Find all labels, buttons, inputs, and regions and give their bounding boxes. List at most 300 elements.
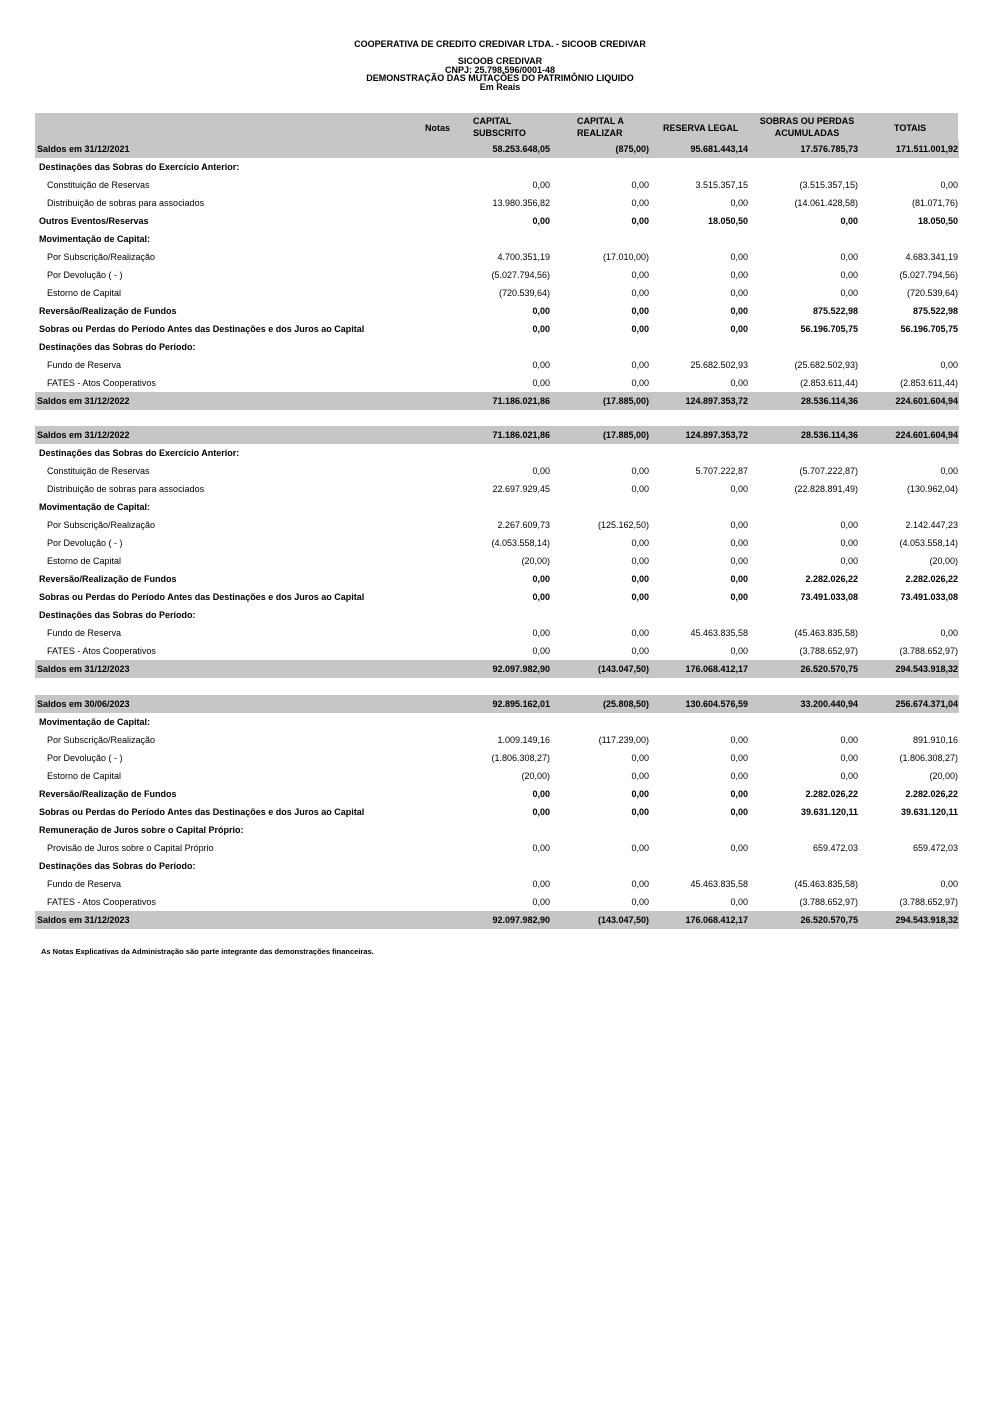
cell-sobras-perdas: 28.536.114,36: [748, 426, 858, 444]
cell-notas: [421, 695, 451, 713]
cell-reserva-legal: 0,00: [730, 288, 748, 298]
row-label: Sobras ou Perdas do Período Antes das Destinações e dos Juros ao Capital: [39, 807, 365, 817]
cell-capital-subscrito: (5.027.794,56): [491, 270, 550, 280]
statement-block-2022: [35, 140, 959, 410]
cell-totais: [858, 338, 959, 356]
cell-capital-realizar: [550, 158, 649, 176]
cell-capital-subscrito: 0,00: [532, 306, 550, 316]
cell-capital-subscrito: 0,00: [532, 216, 550, 226]
heading-entity: SICOOB CREDIVAR: [457, 56, 543, 66]
cell-notas: [421, 911, 451, 929]
cell-notas: [421, 230, 451, 248]
cell-reserva-legal: 0,00: [730, 198, 748, 208]
table-row: [35, 194, 959, 212]
row-label: Estorno de Capital: [47, 556, 122, 566]
table-row: [35, 374, 959, 392]
cell-sobras-perdas: [748, 230, 858, 248]
cell-sobras-perdas: 39.631.120,11: [800, 807, 858, 817]
cell-sobras-perdas: (22.828.891,49): [794, 484, 858, 494]
cell-capital-realizar: (143.047,50): [550, 660, 649, 678]
cell-notas: [421, 767, 451, 785]
cell-reserva-legal: 176.068.412,17: [649, 911, 748, 929]
cell-capital-realizar: 0,00: [631, 198, 649, 208]
cell-capital-realizar: 0,00: [631, 628, 649, 638]
cell-sobras-perdas: [748, 821, 858, 839]
cell-sobras-perdas: 0,00: [840, 252, 858, 262]
cell-sobras-perdas: 0,00: [840, 520, 858, 530]
cell-sobras-perdas: (45.463.835,58): [794, 628, 858, 638]
cell-capital-subscrito: 58.253.648,05: [451, 140, 550, 158]
col-notas: Notas: [425, 123, 451, 133]
cell-reserva-legal: 0,00: [730, 484, 748, 494]
table-row: [35, 230, 959, 248]
cell-reserva-legal: 0,00: [730, 646, 748, 656]
row-label: Destinações das Sobras do Exercício Anterior:: [39, 162, 240, 172]
row-label: Saldos em 30/06/2023: [35, 695, 421, 713]
table-row: [35, 534, 959, 552]
cell-capital-realizar: [550, 606, 649, 624]
cell-capital-realizar: 0,00: [631, 538, 649, 548]
row-label: Reversão/Realização de Fundos: [39, 789, 177, 799]
col-capital-subscrito-l2: SUBSCRITO: [473, 128, 526, 138]
cell-notas: [421, 624, 451, 642]
cell-totais: (81.071,76): [911, 198, 958, 208]
cell-capital-realizar: (125.162,50): [597, 520, 649, 530]
cell-capital-subscrito: 0,00: [532, 324, 550, 334]
table-row: [35, 785, 959, 803]
cell-totais: (3.788.652,97): [899, 646, 958, 656]
cell-notas: [421, 606, 451, 624]
cell-capital-realizar: (875,00): [550, 140, 649, 158]
cell-capital-subscrito: [451, 498, 550, 516]
row-label: Fundo de Reserva: [47, 628, 122, 638]
cell-sobras-perdas: [748, 444, 858, 462]
row-label: FATES - Atos Cooperativos: [47, 646, 156, 656]
cell-totais: [858, 444, 959, 462]
cell-capital-realizar: [550, 857, 649, 875]
cell-capital-realizar: [550, 338, 649, 356]
cell-sobras-perdas: 0,00: [840, 735, 858, 745]
table-row: [35, 606, 959, 624]
table-row: [35, 713, 959, 731]
cell-sobras-perdas: [748, 857, 858, 875]
cell-totais: 659.472,03: [912, 843, 958, 853]
cell-totais: [858, 498, 959, 516]
table-row: [35, 444, 959, 462]
cell-reserva-legal: 45.463.835,58: [690, 628, 748, 638]
cell-capital-subscrito: [451, 821, 550, 839]
cell-totais: 2.142.447,23: [905, 520, 958, 530]
cell-notas: [421, 821, 451, 839]
cell-totais: (2.853.611,44): [900, 378, 958, 388]
col-sobras-l1: SOBRAS OU PERDAS: [759, 116, 855, 126]
cell-capital-realizar: 0,00: [631, 324, 649, 334]
cell-capital-subscrito: 0,00: [532, 466, 550, 476]
table-row: [35, 642, 959, 660]
table-row: [35, 498, 959, 516]
cell-capital-subscrito: 92.097.982,90: [451, 911, 550, 929]
table-row: [35, 140, 959, 158]
cell-capital-subscrito: [451, 158, 550, 176]
cell-notas: [421, 266, 451, 284]
cell-capital-subscrito: 2.267.609,73: [497, 520, 550, 530]
cell-reserva-legal: 0,00: [730, 753, 748, 763]
cell-reserva-legal: 0,00: [730, 270, 748, 280]
row-label: Sobras ou Perdas do Período Antes das Destinações e dos Juros ao Capital: [39, 324, 365, 334]
cell-capital-realizar: (17.885,00): [550, 426, 649, 444]
cell-reserva-legal: 130.604.576,59: [649, 695, 748, 713]
report-heading: [0, 57, 1000, 91]
row-label: Destinações das Sobras do Período:: [39, 610, 196, 620]
row-label: Por Devolução ( - ): [47, 538, 123, 548]
cell-notas: [421, 248, 451, 266]
cell-sobras-perdas: 26.520.570,75: [748, 660, 858, 678]
row-label: Distribuição de sobras para associados: [47, 198, 205, 208]
cell-sobras-perdas: (2.853.611,44): [800, 378, 858, 388]
cell-reserva-legal: 0,00: [730, 306, 748, 316]
cell-capital-subscrito: 0,00: [532, 628, 550, 638]
cell-totais: 0,00: [940, 628, 958, 638]
col-capital-realizar-l1: CAPITAL A: [577, 116, 624, 126]
cell-capital-realizar: (25.808,50): [550, 695, 649, 713]
cell-capital-realizar: [550, 230, 649, 248]
row-label: Reversão/Realização de Fundos: [39, 306, 177, 316]
cell-notas: [421, 552, 451, 570]
cell-notas: [421, 749, 451, 767]
row-label: Por Subscrição/Realização: [47, 252, 156, 262]
cell-reserva-legal: [649, 444, 748, 462]
cell-capital-realizar: 0,00: [631, 789, 649, 799]
col-totais: TOTAIS: [894, 123, 927, 133]
cell-notas: [421, 803, 451, 821]
cell-sobras-perdas: [748, 338, 858, 356]
table-row: [35, 624, 959, 642]
cell-capital-subscrito: (1.806.308,27): [491, 753, 550, 763]
cell-reserva-legal: 0,00: [730, 592, 748, 602]
cell-capital-realizar: 0,00: [631, 592, 649, 602]
col-capital-subscrito-l1: CAPITAL: [473, 116, 512, 126]
cell-capital-subscrito: 0,00: [532, 897, 550, 907]
cell-capital-realizar: 0,00: [631, 646, 649, 656]
cell-capital-subscrito: 71.186.021,86: [451, 426, 550, 444]
cell-notas: [421, 498, 451, 516]
row-label: Outros Eventos/Reservas: [39, 216, 149, 226]
cell-sobras-perdas: 659.472,03: [812, 843, 858, 853]
row-label: Destinações das Sobras do Exercício Anterior:: [39, 448, 240, 458]
cell-capital-subscrito: 0,00: [532, 574, 550, 584]
cell-totais: 224.601.604,94: [858, 392, 959, 410]
column-header: [35, 113, 958, 142]
cell-capital-subscrito: 0,00: [532, 879, 550, 889]
row-label: Saldos em 31/12/2022: [35, 392, 421, 410]
statement-block-semester: [35, 695, 959, 929]
cell-sobras-perdas: (3.788.652,97): [799, 897, 858, 907]
table-row: [35, 426, 959, 444]
cell-totais: 224.601.604,94: [858, 426, 959, 444]
row-label: Remuneração de Juros sobre o Capital Próprio:: [39, 825, 244, 835]
cell-sobras-perdas: 28.536.114,36: [748, 392, 858, 410]
col-reserva-legal: RESERVA LEGAL: [663, 123, 739, 133]
cell-notas: [421, 426, 451, 444]
cell-sobras-perdas: 56.196.705,75: [800, 324, 858, 334]
cell-reserva-legal: 0,00: [730, 520, 748, 530]
cell-capital-realizar: 0,00: [631, 466, 649, 476]
table-row: [35, 320, 959, 338]
cell-totais: 56.196.705,75: [900, 324, 958, 334]
cell-capital-realizar: 0,00: [631, 306, 649, 316]
cell-reserva-legal: 0,00: [730, 789, 748, 799]
cell-totais: (3.788.652,97): [899, 897, 958, 907]
cell-sobras-perdas: (5.707.222,87): [799, 466, 858, 476]
row-label: Estorno de Capital: [47, 771, 122, 781]
cell-capital-subscrito: 22.697.929,45: [492, 484, 550, 494]
cell-capital-subscrito: [451, 713, 550, 731]
cell-totais: [858, 857, 959, 875]
cell-totais: 18.050,50: [917, 216, 958, 226]
cell-capital-realizar: (17.885,00): [550, 392, 649, 410]
cell-totais: [858, 606, 959, 624]
table-row: [35, 212, 959, 230]
cell-reserva-legal: 0,00: [730, 735, 748, 745]
cell-sobras-perdas: 0,00: [840, 753, 858, 763]
row-label: Destinações das Sobras do Período:: [39, 342, 196, 352]
cell-capital-subscrito: [451, 338, 550, 356]
cell-capital-subscrito: [451, 857, 550, 875]
cell-reserva-legal: [649, 821, 748, 839]
row-label: Distribuição de sobras para associados: [47, 484, 205, 494]
cell-notas: [421, 480, 451, 498]
row-label: Movimentação de Capital:: [39, 234, 151, 244]
table-row: [35, 176, 959, 194]
cell-reserva-legal: 0,00: [730, 843, 748, 853]
cell-sobras-perdas: (3.788.652,97): [799, 646, 858, 656]
cell-reserva-legal: [649, 606, 748, 624]
cell-sobras-perdas: 875.522,98: [812, 306, 858, 316]
cell-sobras-perdas: [748, 606, 858, 624]
row-label: Movimentação de Capital:: [39, 502, 151, 512]
statement-block-2023: [35, 426, 959, 678]
cell-totais: [858, 821, 959, 839]
cell-reserva-legal: 176.068.412,17: [649, 660, 748, 678]
cell-totais: 0,00: [940, 180, 958, 190]
cell-capital-subscrito: [451, 230, 550, 248]
cell-totais: 0,00: [940, 466, 958, 476]
table-row: [35, 516, 959, 534]
table-row: [35, 803, 959, 821]
cell-notas: [421, 338, 451, 356]
cell-capital-subscrito: 0,00: [532, 592, 550, 602]
cell-sobras-perdas: 2.282.026,22: [805, 789, 858, 799]
cell-capital-realizar: 0,00: [631, 216, 649, 226]
cell-totais: [858, 230, 959, 248]
cell-sobras-perdas: 0,00: [840, 288, 858, 298]
cell-notas: [421, 194, 451, 212]
cell-notas: [421, 176, 451, 194]
cell-capital-subscrito: (720.539,64): [498, 288, 550, 298]
cell-capital-realizar: 0,00: [631, 180, 649, 190]
cell-capital-subscrito: (20,00): [521, 556, 550, 566]
cell-capital-subscrito: (4.053.558,14): [491, 538, 550, 548]
table-row: [35, 695, 959, 713]
table-row: [35, 893, 959, 911]
cell-capital-realizar: 0,00: [631, 807, 649, 817]
cell-totais: 294.543.918,32: [858, 911, 959, 929]
cell-capital-subscrito: (20,00): [521, 771, 550, 781]
cell-capital-subscrito: 13.980.356,82: [492, 198, 550, 208]
cell-capital-subscrito: 0,00: [532, 789, 550, 799]
cell-capital-realizar: 0,00: [631, 771, 649, 781]
cell-notas: [421, 374, 451, 392]
cell-capital-subscrito: 71.186.021,86: [451, 392, 550, 410]
cell-sobras-perdas: (14.061.428,58): [794, 198, 858, 208]
cell-sobras-perdas: (45.463.835,58): [794, 879, 858, 889]
cell-totais: 4.683.341,19: [905, 252, 958, 262]
cell-notas: [421, 302, 451, 320]
row-label: Saldos em 31/12/2023: [35, 911, 421, 929]
cell-sobras-perdas: 26.520.570,75: [748, 911, 858, 929]
cell-capital-subscrito: 0,00: [532, 360, 550, 370]
cell-reserva-legal: 45.463.835,58: [690, 879, 748, 889]
row-label: Provisão de Juros sobre o Capital Próprio: [47, 843, 214, 853]
cell-sobras-perdas: [748, 713, 858, 731]
cell-capital-subscrito: 0,00: [532, 180, 550, 190]
cell-notas: [421, 140, 451, 158]
cell-reserva-legal: 95.681.443,14: [649, 140, 748, 158]
cell-reserva-legal: 3.515.357,15: [695, 180, 748, 190]
row-label: Destinações das Sobras do Período:: [39, 861, 196, 871]
col-sobras-l2: ACUMULADAS: [774, 128, 840, 138]
cell-notas: [421, 660, 451, 678]
cell-capital-realizar: (143.047,50): [550, 911, 649, 929]
table-row: [35, 266, 959, 284]
table-row: [35, 338, 959, 356]
cell-notas: [421, 893, 451, 911]
cell-notas: [421, 713, 451, 731]
table-row: [35, 839, 959, 857]
table-row: [35, 821, 959, 839]
cell-capital-realizar: 0,00: [631, 270, 649, 280]
table-row: [35, 749, 959, 767]
cell-capital-subscrito: [451, 444, 550, 462]
cell-notas: [421, 212, 451, 230]
cell-capital-realizar: 0,00: [631, 843, 649, 853]
table-row: [35, 356, 959, 374]
cell-capital-realizar: 0,00: [631, 753, 649, 763]
cell-capital-realizar: 0,00: [631, 879, 649, 889]
cell-totais: (20,00): [929, 556, 958, 566]
cell-notas: [421, 839, 451, 857]
table-row: [35, 284, 959, 302]
cell-totais: [858, 158, 959, 176]
cell-notas: [421, 875, 451, 893]
cell-totais: 39.631.120,11: [900, 807, 958, 817]
cell-totais: 2.282.026,22: [905, 789, 958, 799]
cell-reserva-legal: 0,00: [730, 807, 748, 817]
cell-capital-realizar: [550, 444, 649, 462]
table-row: [35, 392, 959, 410]
cell-capital-realizar: 0,00: [631, 574, 649, 584]
row-label: Por Devolução ( - ): [47, 270, 123, 280]
cell-totais: (720.539,64): [906, 288, 958, 298]
cell-reserva-legal: [649, 338, 748, 356]
cell-reserva-legal: [649, 498, 748, 516]
cell-capital-realizar: [550, 821, 649, 839]
row-label: Fundo de Reserva: [47, 879, 122, 889]
cell-capital-realizar: 0,00: [631, 897, 649, 907]
cell-notas: [421, 785, 451, 803]
cell-notas: [421, 857, 451, 875]
cell-totais: 875.522,98: [912, 306, 958, 316]
cell-sobras-perdas: [748, 158, 858, 176]
cell-capital-realizar: (17.010,00): [602, 252, 649, 262]
cell-totais: 0,00: [940, 879, 958, 889]
cell-capital-realizar: [550, 713, 649, 731]
cell-sobras-perdas: 0,00: [840, 270, 858, 280]
cell-reserva-legal: 0,00: [730, 324, 748, 334]
col-sobras-perdas: [757, 115, 857, 139]
company-name: COOPERATIVA DE CREDITO CREDIVAR LTDA. - SICOOB CREDIVAR: [354, 39, 646, 49]
cell-sobras-perdas: 0,00: [840, 556, 858, 566]
cell-capital-subscrito: 1.009.149,16: [497, 735, 550, 745]
cell-sobras-perdas: 0,00: [840, 538, 858, 548]
cell-capital-subscrito: 92.097.982,90: [451, 660, 550, 678]
table-row: [35, 857, 959, 875]
cell-totais: 891.910,16: [912, 735, 958, 745]
table-row: [35, 462, 959, 480]
cell-totais: 171.511.001,92: [858, 140, 959, 158]
row-label: FATES - Atos Cooperativos: [47, 897, 156, 907]
cell-totais: 2.282.026,22: [905, 574, 958, 584]
cell-sobras-perdas: 0,00: [840, 771, 858, 781]
row-label: Por Subscrição/Realização: [47, 520, 156, 530]
col-capital-realizar: [577, 115, 624, 139]
cell-notas: [421, 570, 451, 588]
cell-capital-realizar: 0,00: [631, 484, 649, 494]
cell-sobras-perdas: 73.491.033,08: [800, 592, 858, 602]
cell-reserva-legal: 0,00: [730, 538, 748, 548]
row-label: Constituição de Reservas: [47, 466, 150, 476]
row-label: FATES - Atos Cooperativos: [47, 378, 156, 388]
cell-totais: (130.962,04): [906, 484, 958, 494]
row-label: Por Subscrição/Realização: [47, 735, 156, 745]
cell-sobras-perdas: 17.576.785,73: [748, 140, 858, 158]
cell-totais: 73.491.033,08: [900, 592, 958, 602]
cell-notas: [421, 534, 451, 552]
cell-capital-subscrito: 0,00: [532, 646, 550, 656]
cell-reserva-legal: [649, 713, 748, 731]
cell-reserva-legal: [649, 857, 748, 875]
table-row: [35, 767, 959, 785]
table-row: [35, 570, 959, 588]
cell-reserva-legal: 5.707.222,87: [695, 466, 748, 476]
cell-totais: (1.806.308,27): [899, 753, 958, 763]
row-label: Estorno de Capital: [47, 288, 122, 298]
table-row: [35, 588, 959, 606]
table-row: [35, 875, 959, 893]
cell-notas: [421, 642, 451, 660]
cell-capital-realizar: (117.239,00): [598, 735, 649, 745]
cell-totais: (4.053.558,14): [899, 538, 958, 548]
row-label: Por Devolução ( - ): [47, 753, 123, 763]
cell-reserva-legal: 0,00: [730, 574, 748, 584]
cell-sobras-perdas: 2.282.026,22: [805, 574, 858, 584]
cell-notas: [421, 516, 451, 534]
row-label: Saldos em 31/12/2021: [35, 140, 421, 158]
table-row: [35, 552, 959, 570]
cell-sobras-perdas: 0,00: [840, 216, 858, 226]
row-label: Movimentação de Capital:: [39, 717, 151, 727]
row-label: Saldos em 31/12/2023: [35, 660, 421, 678]
